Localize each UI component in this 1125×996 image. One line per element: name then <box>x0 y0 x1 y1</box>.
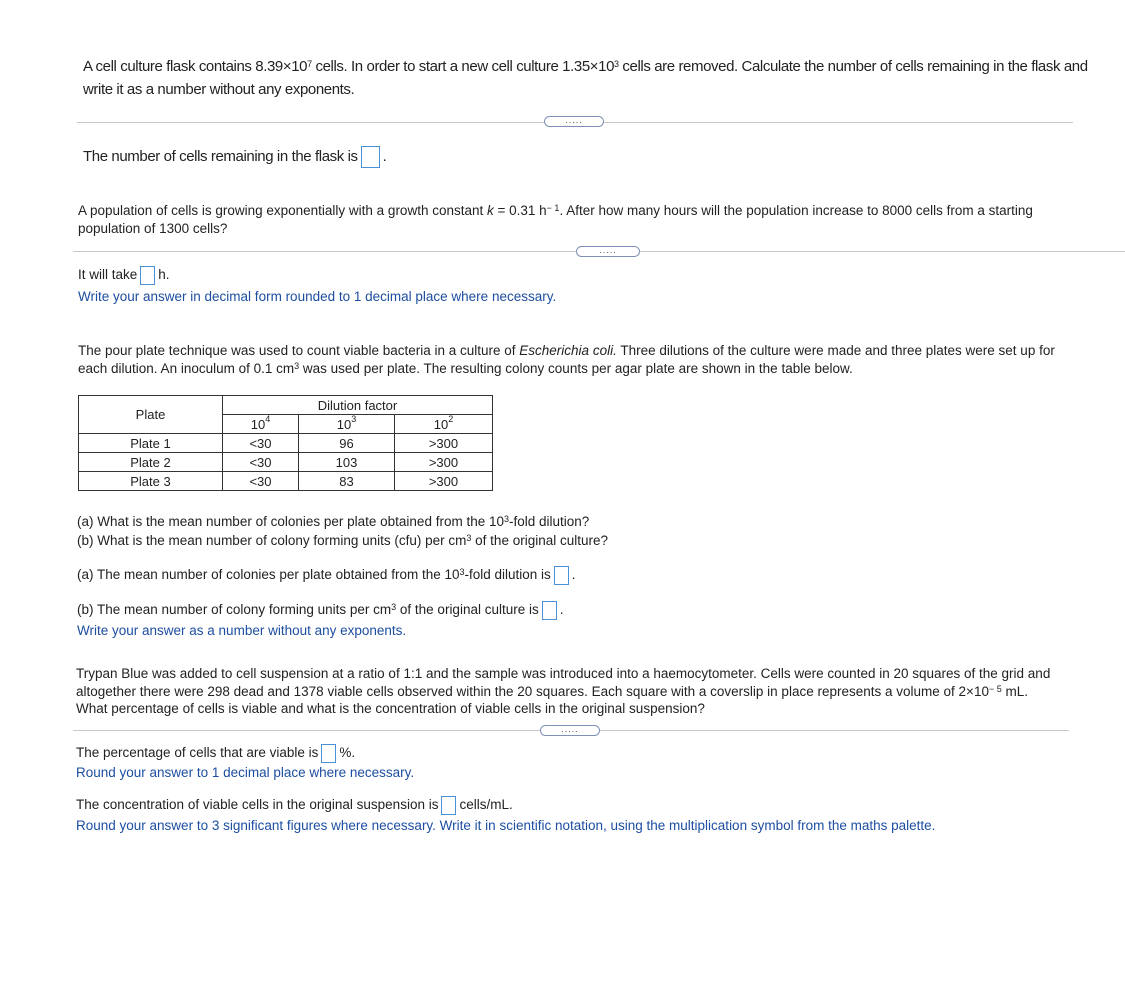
dilution-header-cell: $10^2$ <box>395 415 493 434</box>
table-header-dilution: Dilution factor <box>223 396 493 415</box>
table-row: Plate 2 <30 103 >300 <box>79 453 493 472</box>
q4-prompt-line2: altogether there were 298 dead and 1378 viable cells observed within the 20 squares. Each square with a coverslip in place represents a volume of $2\times 10^{- 5}$ mL. <box>76 684 1028 699</box>
dilution-header-cell: $10^3$ <box>299 415 395 434</box>
q2-answer-input[interactable] <box>140 266 155 285</box>
table-row: Plate 1 <30 96 >300 <box>79 434 493 453</box>
expand-button[interactable]: ..... <box>544 116 604 127</box>
q3-question-a: (a) What is the mean number of colonies per plate obtained from the $10^3$-fold dilution? <box>77 514 590 529</box>
q2-prompt: A population of cells is growing exponentially with a growth constant k = 0.31 $h^{- 1}$. After how many hours will the population increase to 8000 cells from a starting <box>78 203 1033 218</box>
expand-button[interactable]: ..... <box>540 725 600 736</box>
q1-prompt-line2: write it as a number without any exponents. <box>83 81 355 98</box>
q3-prompt-line2: each dilution. An inoculum of 0.1 $cm^3$ was used per plate. The resulting colony counts per agar plate are shown in the table below. <box>78 361 853 376</box>
table-header-plate: Plate <box>79 396 223 434</box>
q4-prompt: Trypan Blue was added to cell suspension at a ratio of 1:1 and the sample was introduced into a haemocytometer. Cells were counted in 20 squares of the grid and <box>76 666 1051 681</box>
q4-concentration-input[interactable] <box>441 796 456 815</box>
q4-percentage-input[interactable] <box>321 744 336 763</box>
q3-hint: Write your answer as a number without any exponents. <box>77 623 407 638</box>
q4-hint-2: Round your answer to 3 significant figures where necessary. Write it in scientific notation, using the multiplication symbol from the maths palette. <box>76 818 936 833</box>
q4-answer-2: The concentration of viable cells in the original suspension is cells/mL. <box>76 796 513 815</box>
dilution-header-cell: $10^4$ <box>223 415 299 434</box>
q4-hint-1: Round your answer to 1 decimal place where necessary. <box>76 765 415 780</box>
colony-count-table <box>78 395 493 491</box>
q4-answer-1: The percentage of cells that are viable is %. <box>76 744 355 763</box>
q2-answer-line: It will take h. <box>78 266 170 285</box>
q4-prompt-line3: What percentage of cells is viable and what is the concentration of viable cells in the original suspension? <box>76 701 705 716</box>
q3-question-b: (b) What is the mean number of colony forming units (cfu) per $cm^3$ of the original culture? <box>77 533 609 548</box>
q1-prompt: A cell culture flask contains $8.39\times 10^7$ cells. In order to start a new cell culture $1.35\times 10^3$ cells are removed. Calculate the number of cells remaining in the flask and <box>83 58 1088 75</box>
table-row: Plate 3 <30 83 >300 <box>79 472 493 491</box>
expand-button[interactable]: ..... <box>576 246 640 257</box>
q3-answer-a-input[interactable] <box>554 566 569 585</box>
q2-prompt-line2: population of 1300 cells? <box>78 221 228 236</box>
q1-answer-input[interactable] <box>361 146 380 168</box>
q3-answer-b: (b) The mean number of colony forming units per $cm^3$ of the original culture is . <box>77 601 564 620</box>
q3-prompt: The pour plate technique was used to count viable bacteria in a culture of Escherichia coli. Three dilutions of the culture were made and three plates were set up for <box>78 343 1055 358</box>
q3-answer-a: (a) The mean number of colonies per plate obtained from the $10^3$-fold dilution is . <box>77 566 576 585</box>
q1-answer-line: The number of cells remaining in the flask is . <box>83 146 386 168</box>
q3-answer-b-input[interactable] <box>542 601 557 620</box>
q2-hint: Write your answer in decimal form rounded to 1 decimal place where necessary. <box>78 289 557 304</box>
